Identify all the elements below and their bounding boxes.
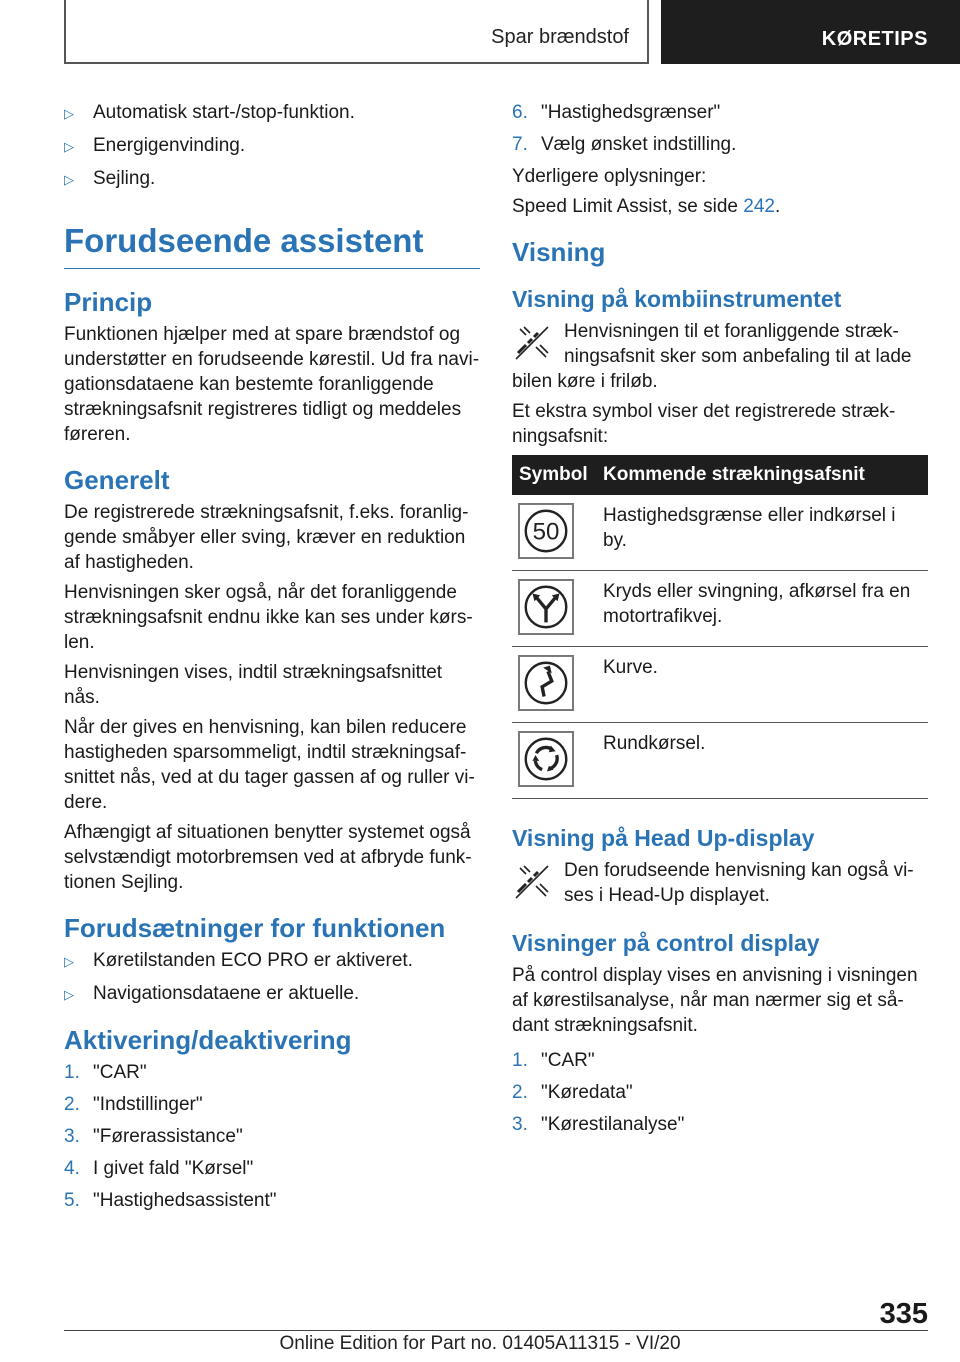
row-text: Kurve. xyxy=(596,647,928,723)
speed-limit-50-icon xyxy=(518,503,574,559)
top-bullet-list xyxy=(64,100,480,192)
heading-kombiinstrument: Visning på kombiinstrumentet xyxy=(512,286,842,312)
step-item: 7. Vælg ønsket indstilling. xyxy=(512,134,737,155)
column-header-section: Kommende strækningsafsnit xyxy=(596,455,928,495)
heading-princip: Princip xyxy=(64,287,153,317)
heading-aktivering: Aktivering/deaktivering xyxy=(64,1025,352,1055)
row-text: Hastighedsgrænse eller indkørsel i by. xyxy=(596,495,928,571)
step-item: 1. "CAR" xyxy=(512,1050,595,1071)
table-header xyxy=(512,455,928,495)
right-column xyxy=(512,100,928,1144)
column-header-symbol: Symbol xyxy=(512,455,596,495)
heading-forudsaetninger: Forudsætninger for funktionen xyxy=(64,913,446,943)
header-chapter-box xyxy=(661,0,960,64)
table-row xyxy=(512,495,928,571)
row-text: Rundkørsel. xyxy=(596,723,928,799)
list-item: ▷ Sejling. xyxy=(64,166,480,192)
generelt-paragraph: Når der gives en henvisning, kan bilen reducere hastigheden sparsommeligt, indtil strækningsaf-snittet nås, ved at du tager gassen af og ruller vi-dere. xyxy=(64,717,475,813)
generelt-paragraph: Henvisningen vises, indtil strækningsafsnittet nås. xyxy=(64,662,443,708)
header-section-box xyxy=(64,0,649,64)
triangle-bullet-icon: ▷ xyxy=(64,172,74,187)
triangle-bullet-icon: ▷ xyxy=(64,106,74,121)
step-item: 2. "Køredata" xyxy=(512,1082,633,1103)
page-number: 335 xyxy=(879,1298,928,1330)
table-row xyxy=(512,647,928,723)
continued-steps xyxy=(512,100,928,157)
footer-divider xyxy=(64,1330,928,1331)
more-info-label: Yderligere oplysninger: xyxy=(512,166,707,187)
hud-note: Den forudseende henvisning kan også vi-ses i Head-Up displayet. xyxy=(512,858,928,908)
step-item: 1. "CAR" xyxy=(64,1062,147,1083)
eco-note: Henvisningen til et foranliggende stræk-ningsafsnit sker som anbefaling til at lade bilen køre i friløb. xyxy=(512,321,912,392)
extra-symbol-text: Et ekstra symbol viser det registrerede stræk-ningsafsnit: xyxy=(512,401,896,447)
requirements-list xyxy=(64,948,480,1007)
step-item: 6. "Hastighedsgrænser" xyxy=(512,102,721,123)
triangle-bullet-icon: ▷ xyxy=(64,987,74,1002)
step-item: 5. "Hastighedsassistent" xyxy=(64,1190,277,1211)
section-title: Spar brændstof xyxy=(491,26,629,48)
triangle-bullet-icon: ▷ xyxy=(64,954,74,969)
list-item: ▷ Energigenvinding. xyxy=(64,133,480,159)
step-item: 3. "Førerassistance" xyxy=(64,1126,243,1147)
heading-generelt: Generelt xyxy=(64,465,170,495)
heading-head-up-display: Visning på Head Up-display xyxy=(512,825,815,851)
curve-icon xyxy=(518,655,574,711)
eco-tip-icon xyxy=(512,323,552,363)
control-display-text: På control display vises en anvisning i visningen af kørestilsanalyse, når man nærmer sig et så-dant strækningsafsnit. xyxy=(512,965,918,1036)
step-item: 4. I givet fald "Kørsel" xyxy=(64,1158,254,1179)
row-text: Kryds eller svingning, afkørsel fra en motortrafikvej. xyxy=(596,571,928,647)
left-column xyxy=(64,100,480,1220)
main-heading: Forudseende assistent xyxy=(64,222,480,269)
speed-limit-value: 50 xyxy=(532,518,560,546)
list-item: ▷ Automatisk start-/stop-funktion. xyxy=(64,100,480,126)
triangle-bullet-icon: ▷ xyxy=(64,139,74,154)
speed-limit-reference: Speed Limit Assist, se side 242. xyxy=(512,196,781,217)
princip-text: Funktionen hjælper med at spare brændstof og understøtter en forudseende kørestil. Ud fra navi-gationsdataene kan bestemte foranliggende strækningsafsnit registreres tidligt og meddeles føreren. xyxy=(64,324,480,445)
chapter-title: KØRETIPS xyxy=(821,28,928,50)
generelt-paragraph: Henvisningen sker også, når det foranliggende strækningsafsnit endnu ikke kan ses under kørs-len. xyxy=(64,582,473,653)
list-item: ▷ Køretilstanden ECO PRO er aktiveret. xyxy=(64,948,480,974)
heading-visning: Visning xyxy=(512,237,606,267)
generelt-paragraph: De registrerede strækningsafsnit, f.eks. foranlig-gende småbyer eller sving, kræver en reduktion af hastigheden. xyxy=(64,502,469,573)
list-item: ▷ Navigationsdataene er aktuelle. xyxy=(64,981,480,1007)
table-row xyxy=(512,571,928,647)
symbol-table xyxy=(512,455,928,799)
table-row xyxy=(512,723,928,799)
generelt-paragraph: Afhængigt af situationen benytter systemet også selvstændigt motorbremsen ved at afbryde funk-tionen Sejling. xyxy=(64,822,472,893)
activation-steps xyxy=(64,1060,480,1213)
edition-footer: Online Edition for Part no. 01405A11315 - VI/20 xyxy=(279,1333,681,1354)
eco-tip-icon xyxy=(512,862,552,902)
heading-control-display: Visninger på control display xyxy=(512,930,820,956)
step-item: 3. "Kørestilanalyse" xyxy=(512,1114,685,1135)
roundabout-icon xyxy=(518,731,574,787)
step-item: 2. "Indstillinger" xyxy=(64,1094,203,1115)
control-display-steps xyxy=(512,1048,928,1137)
page-link[interactable]: 242 xyxy=(743,196,775,217)
junction-icon xyxy=(518,579,574,635)
